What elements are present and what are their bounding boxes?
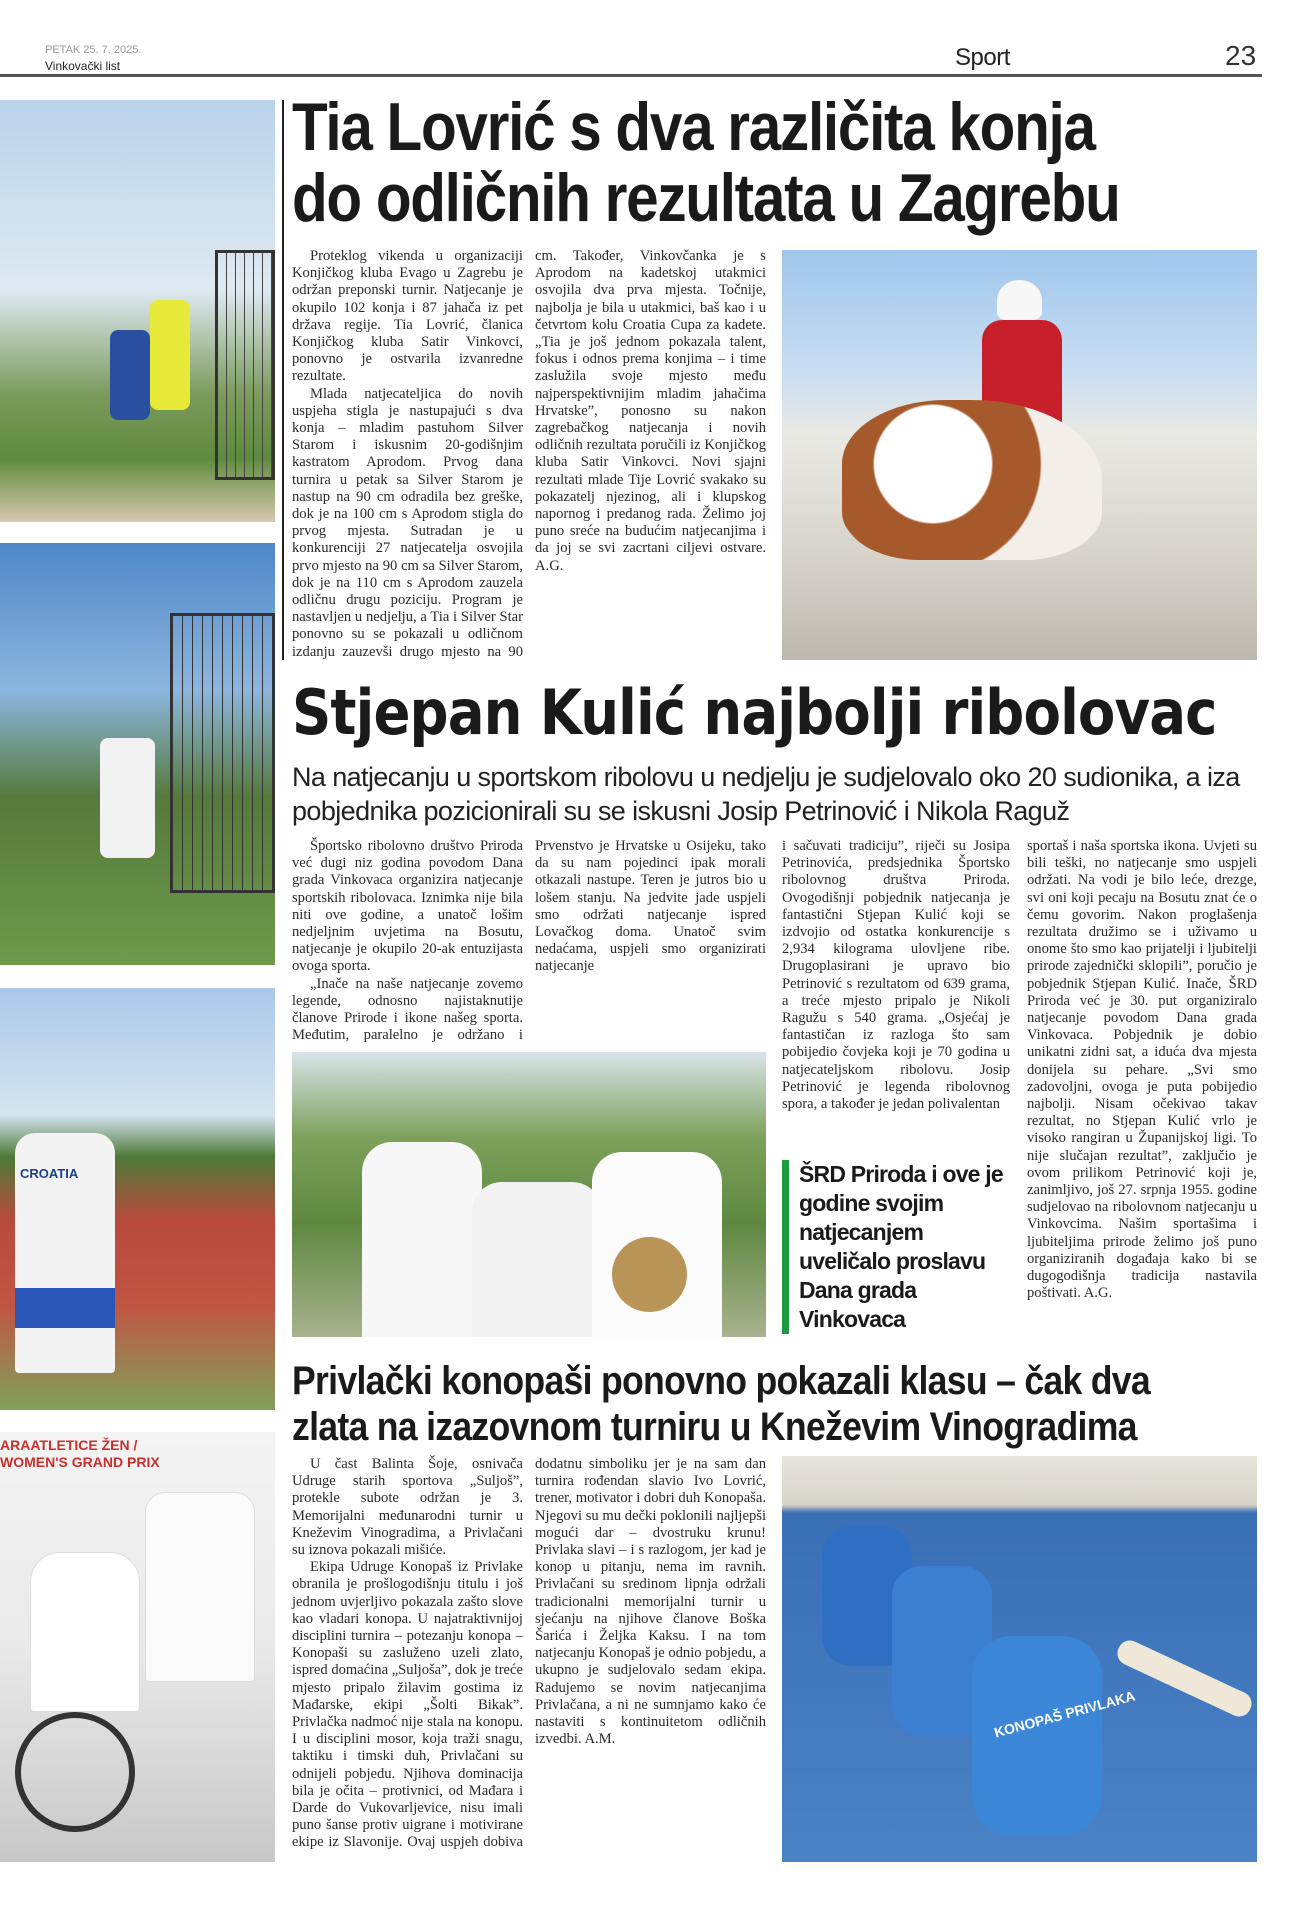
photo-athlete-jump [0,100,275,522]
photo-athlete-medal [0,988,275,1410]
article2-body [292,838,766,1046]
photo-athlete-throw [0,543,275,965]
newspaper-name: Vinkovački list [45,59,121,73]
fisherman-middle [472,1182,602,1337]
banner-text: ARAATLETICE ŽEN / WOMEN'S GRAND PRIX [0,1437,160,1470]
photo-para-athletes [0,1432,275,1862]
woman-figure [30,1552,140,1712]
rider-helmet [997,280,1042,320]
fence [215,250,275,480]
team-member [972,1636,1102,1836]
paragraph: Športsko ribolovno društvo Priroda već dugi niz godina povodom Dana grada Vinkovaca organizira natjecanje sportskih ribolovaca. Iznimka nije bila niti ove godine, a unatoč lošim nedjeljnim uvjetima na Bosutu, natjecanje je okupilo 20-ak entuzijasta ovoga sporta. [292,838,523,975]
title-line: Tia Lovrić s dva različita konja [292,89,1095,165]
rope [1114,1637,1256,1721]
wall-clock-award [612,1237,687,1312]
pull-quote: ŠRD Priroda i ove je godine svojim natjecanjem uveličalo proslavu Dana grada Vinkovaca [782,1160,1010,1334]
photo-rider-horse [782,250,1257,660]
article2-title: Stjepan Kulić najbolji ribolovac [292,676,1217,749]
header-rule [0,74,1262,77]
article3-body [292,1456,766,1868]
paragraph: i sačuvati tradiciju”, riječi su Josipa Petrinovića, predsjednika Športsko ribolovnog društva Priroda. Ovogodišnji pobjednik natjecanja je fantastični Stjepan Kulić koji se izdvojio od ostatka konkurencije s 2,934 kilograma ulovljene ribe. Drugoplasirani je upravo bio Petrinović s rezultatom od 639 grama, a treće mjesto pripalo je Nikoli Ragužu s 540 grama. „Osjećaj je fantastičan iz razloga što sam pobijedio čovjeka koji je 70 godina u natjecateljskom ribolovu. Josip Petrinović je legenda ribolovnog spora, a također je jedan polivalentan [782,838,1010,1113]
fisherman-left [362,1142,482,1337]
shirt-text: CROATIA [20,1166,79,1181]
paragraph: „Inače na naše natjecanje zovemo legende, odnosno najistaknutije članove Prirode i ikone našeg sporta. Međutim, paralelno je održano i Prvenstvo je Hrvatske u Osijeku, tako da su nam pojedinci ipak morali otkazali nastupe. Teren je jutros bio u lošem stanju. Na jedvite jade uspjeli smo održati natjecanje ispred Lovačkog doma. Unatoč svim nedaćama, uspjeli smo organizirati natjecanje [292,838,766,1044]
man-figure [145,1492,255,1682]
shorts [15,1288,115,1328]
title-line: do odličnih rezultata u Zagrebu [292,160,1120,237]
photo-fishermen [292,1052,766,1337]
paragraph: Mlada natjecateljica do novih uspjeha stigla je nastupajući s dva konja – mladim pastuhom Silver Starom i iskusnim 20-godišnjim kastratom Aprodom. Prvog dana turnira u petak sa Silver Starom je nastup na 90 cm odradila bez greške, dok je na 100 cm s Aprodom stigla do prvog mjesta. Sutradan je u konkurenciji 27 natjecatelja osvojila prvo mjesto na 90 cm sa Silver Starom, dok je na 110 cm s Aprodom zauzela odličnu drugu poziciju. Program je nastavljen u nedjelju, a Tia i Silver Star ponovno su se pokazali u odličnom izdanju zauzevši drugo mjesto na 90 cm. Također, Vinkovčanka je s Aprodom na kadetskoj utakmici osvojila dva prva mjesta. Točnije, najbolja je bila u utakmici, baš kao i u četvrtom kolu Croatia Cupa za kadete. „Tia je još jednom pokazala talent, fokus i odnos prema konjima – i time zaslužila svoje mjesto među najperspektivnijim mladim jahačima Hrvatske”, ponosno su nakon zagrebačkog natjecanja i novih odličnih rezultata poručili iz Konjičkog kluba Satir Vinkovci. Novi sjajni rezultati mlade Tije Lovrić svakako su pokazatelj njezinog, ali i klupskog napornog i predanog rada. Želimo joj puno sreće na budućim natjecanjima i da joj se svi zacrtani ciljevi ostvare. A.G. [292,248,766,660]
throwing-cage [170,613,275,893]
issue-date: PETAK 25. 7. 2025. [45,44,142,56]
article3-title [292,1358,1150,1450]
guide-figure [150,300,190,410]
athlete-figure [110,330,150,420]
article1-title [292,89,1120,237]
shirt-print: KONOPAŠ PRIVLAKA [992,1687,1137,1741]
article2-subtitle: Na natjecanju u sportskom ribolovu u nedjelju je sudjelovalo oko 20 sudionika, a iza pobjednika pozicionirali su se iskusni Josip Petrinović i Nikola Raguž [292,762,1240,826]
paragraph: Proteklog vikenda u organizaciji Konjičkog kluba Evago u Zagrebu je održan preponski turnir. Natjecanje je okupilo 102 konja i 87 jahača iz pet država regije. Tia Lovrić, članica Konjičkog kluba Satir Vinkovci, ponovno je ostvarila izvanredne rezultate. [292,248,523,385]
paragraph: U čast Balinta Šoje, osnivača Udruge starih sportova „Suljoš”, protekle subote održan je 3. Memorijalni međunarodni turnir u Kneževim Vinogradima, a Privlačani su iznova pokazali mišiće. [292,1456,523,1559]
article2-col3 [782,838,1010,1148]
photo-tug-of-war [782,1456,1257,1862]
horse [842,400,1102,560]
column-rule [282,100,284,660]
page-number: 23 [1225,40,1257,71]
paragraph: sportaš i naša sportska ikona. Uvjeti su bili teški, no natjecanje smo uspjeli održati. Na vodi je bilo leće, drezge, svi oni koji pecaju na Bosutu znat će o čemu govorim. Nakon proglašenja rezultata družimo se i uživamo u onome što smo kao prijatelji i ljubitelji prirode zajednički sklopili”, poručio je pobjednik Stjepan Kulić. Inače, ŠRD Priroda već je 30. put organiziralo natjecanje povodom Dana grada Vinkovaca. Pobjednik je dobio unikatni zidni sat, a iduća dva mjesta donijela su pehare. „Svi smo zadovoljni, ovoga je puta pobijedio najbolji. Nisam očekivao takav rezultat, no Stjepan Kulić vrlo je visoko rangiran u Županijskoj ligi. To nije slučajan rezultat”, zaključio je ovom prilikom Petrinović koji je, zanimljivo, još 27. srpnja 1955. godine sudjelovao na ribolovnom natjecanju u Vinkovcima. Našim sportašima i ljubiteljima prirode želimo još puno organiziranih događaja kako bi se dugogodišnja tradicija nastavila poštivati. A.G. [1027,838,1257,1302]
wheelchair [15,1712,135,1832]
title-line: Privlački konopaši ponovno pokazali klasu – čak dva [292,1359,1150,1403]
man-figure [100,738,155,858]
article2-col4 [1027,838,1257,1343]
paragraph: Ekipa Udruge Konopaš iz Privlake obranila je prošlogodišnju titulu i još jednom uvjerljivo pokazala zašto slove kao vladari konopa. U najatraktivnijoj disciplini turnira – potezanju konopa – Konopaši su zasluženo uzeli zlato, ispred domaćina „Suljoša”, dok je treće mjesto pripalo žilavim gostima iz Mađarske, ekipi „Šolti Bikak”. Privlačka nadmoć nije stala na konopu. I u disciplini mosor, koja traži snagu, taktiku i timski duh, Privlačani su odnijeli pobjedu. Njihova dominacija bila je očita – protivnici, od Mađara i Darde do Vukovarljevice, nisu imali puno šanse protiv uigrane i motivirane ekipe iz Slavonije. Ovaj uspjeh dobiva dodatnu simboliku jer je na sam dan turnira rođendan slavio Ivo Lovrić, trener, motivator i dobri duh Konopaša. Njegovi su mu dečki poklonili najljepši mogući dar – dvostruku krunu! Privlaka slavi – i s razlogom, jer kad je konop u pitanju, nema im ravnih. Privlačani su sredinom lipnja održali tradicionalni memorijalni turnir u sjećanju na njihove članove Boška Šarića i Željka Kaksu. I na tom natjecanju Konopaš je odnio pobjedu, a ukupno je sudjelovalo sedam ekipa. Radujemo se novim natjecanjima Privlačana, a ni ne sumnjamo kako će nastaviti s kontinuitetom odličnih izvedbi. A.M. [292,1456,767,1851]
article1-body [292,248,766,663]
title-line: zlata na izazovnom turniru u Kneževim Vinogradima [292,1405,1137,1449]
section-name: Sport [955,44,1010,71]
